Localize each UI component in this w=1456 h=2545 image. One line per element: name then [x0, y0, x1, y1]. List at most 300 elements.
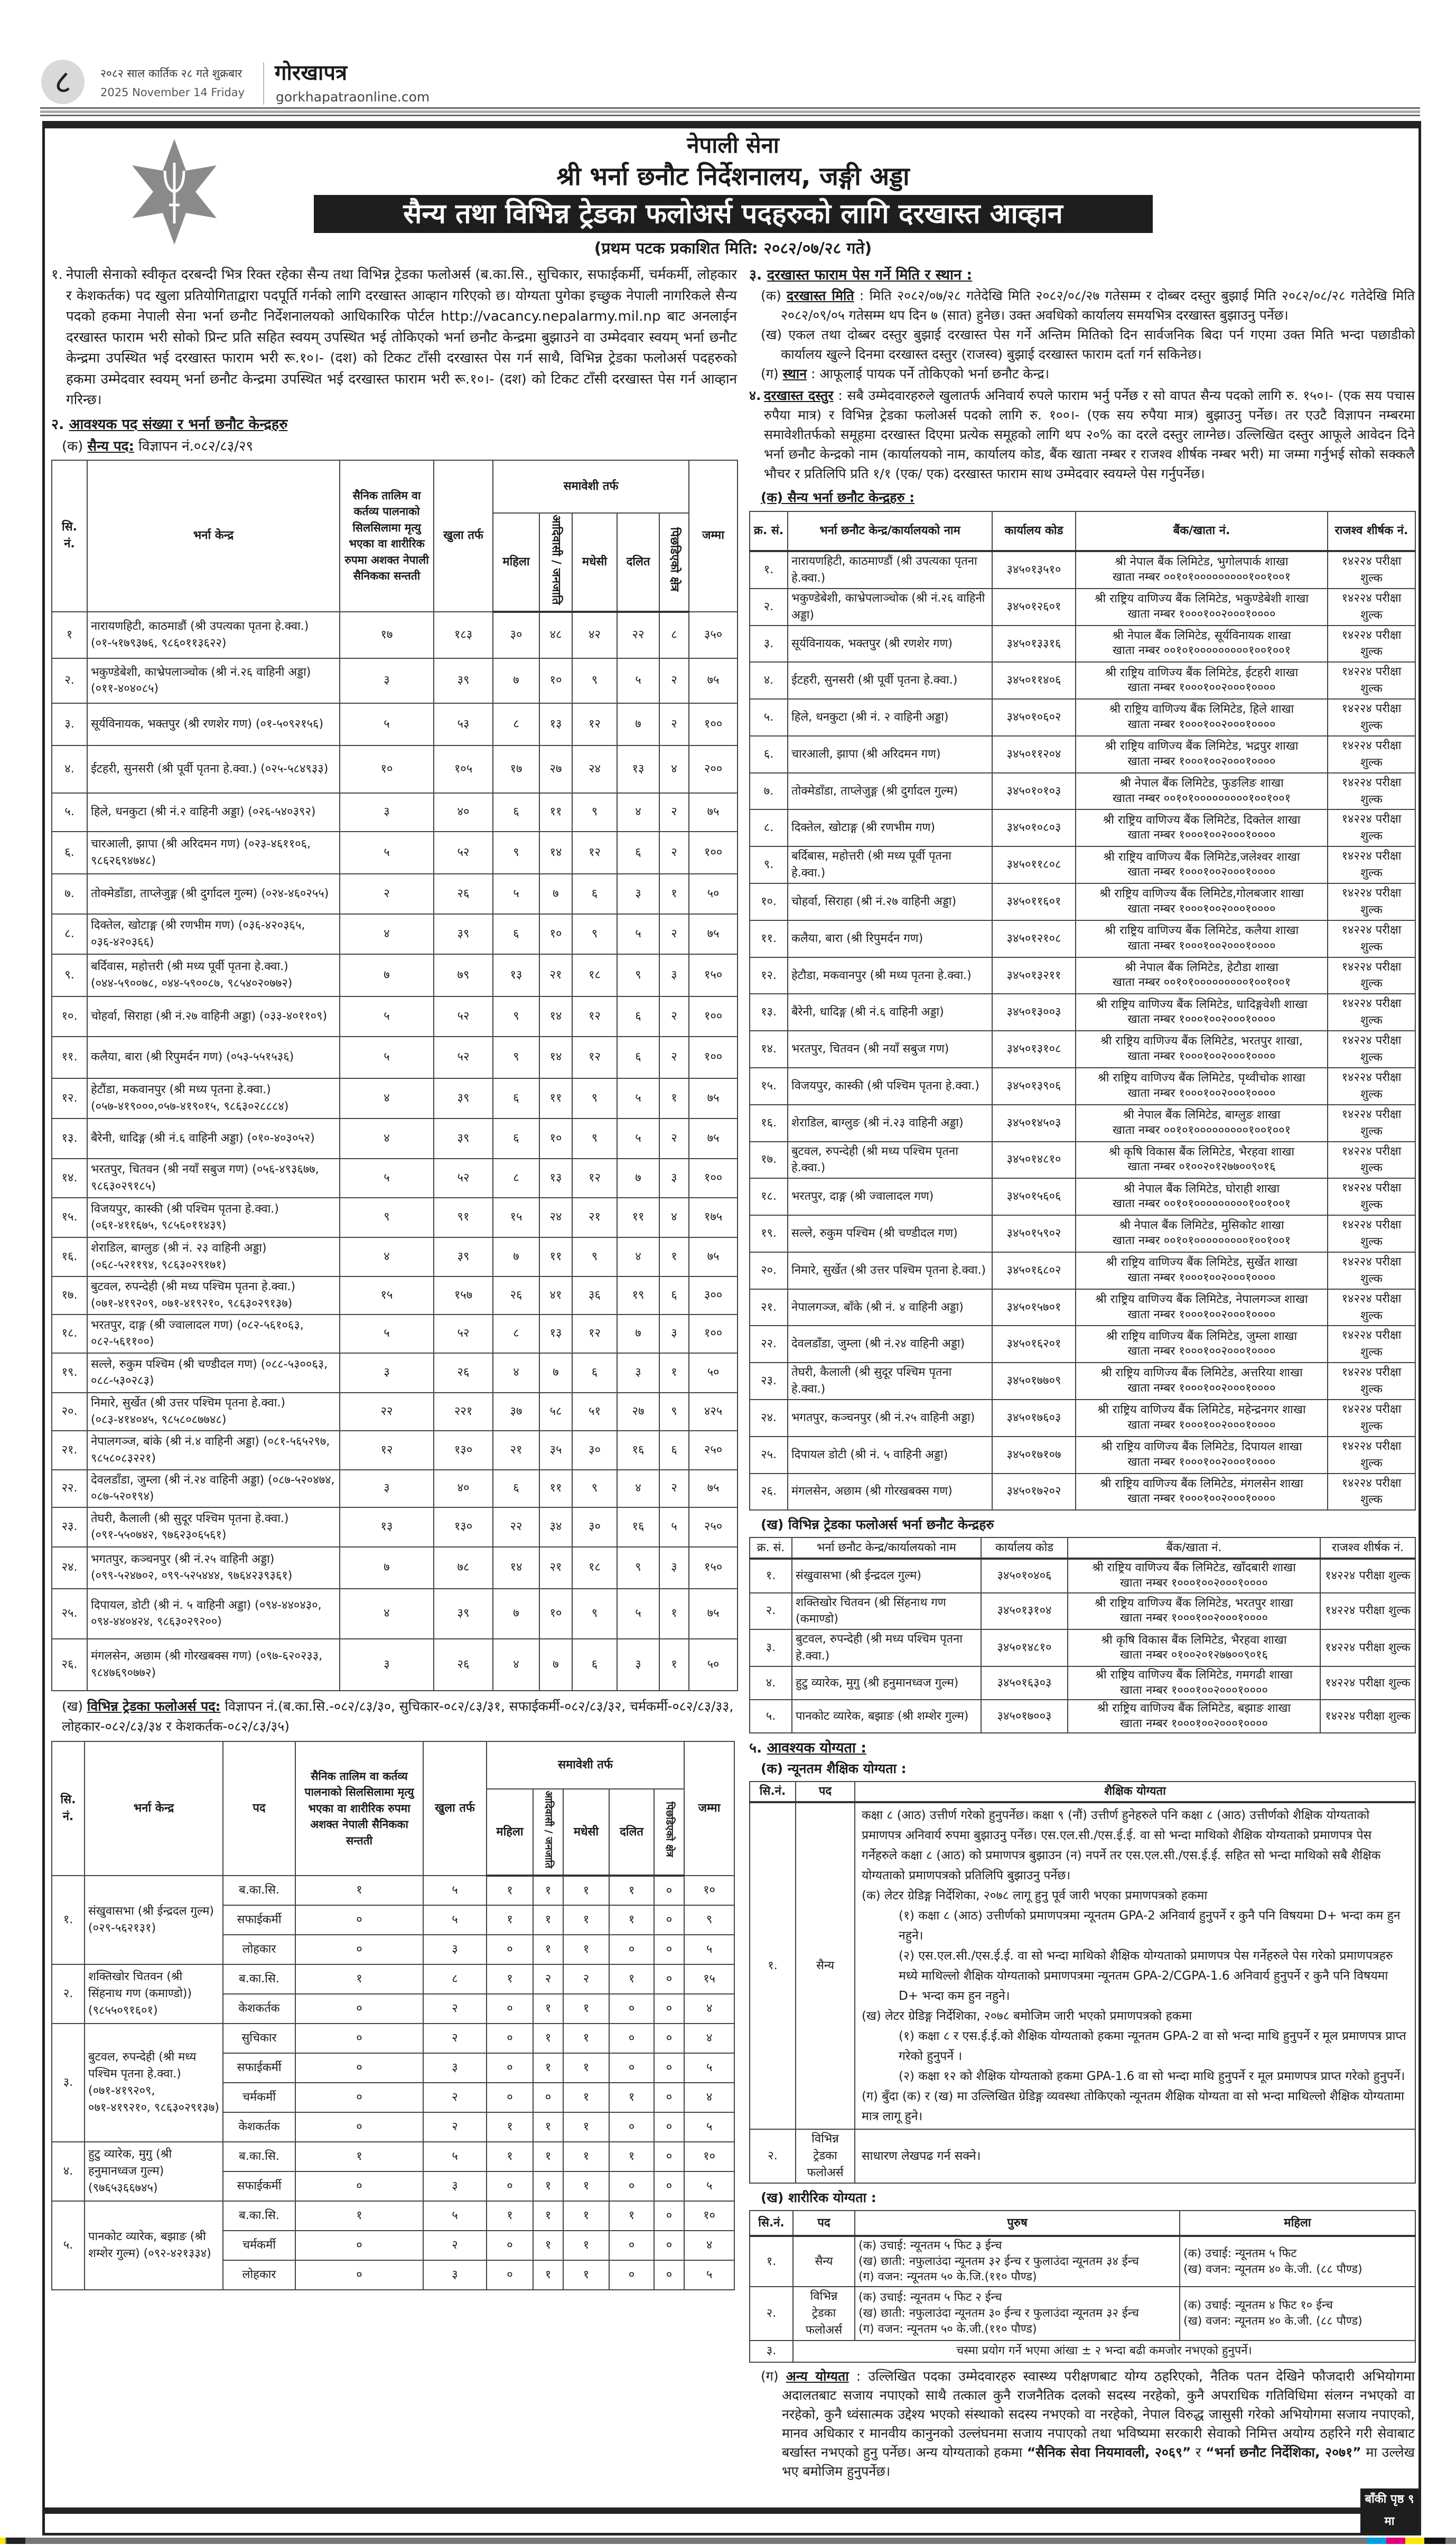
cell-revenue-head: १४२२४ परीक्षा शुल्क — [1328, 699, 1415, 736]
cell-count: २ — [659, 996, 689, 1037]
cell-count: ० — [609, 2171, 654, 2201]
section-3-body — [761, 286, 1415, 384]
cell-count: ५ — [684, 2171, 734, 2201]
cell-count: १३ — [539, 1315, 572, 1353]
cell-office-code: ३४५०१६२०१ — [992, 1326, 1076, 1363]
cell-count: १०० — [689, 1315, 738, 1353]
table-row — [750, 1593, 1415, 1630]
cell-count: ३९ — [434, 1237, 493, 1276]
cell-count: १२ — [340, 1431, 434, 1470]
table-row — [750, 1629, 1415, 1666]
account-number: खाता नम्बर १०००१००२०००१०००० — [1127, 1086, 1276, 1100]
cell-count: ० — [654, 2260, 684, 2290]
holiday-clause: (ख) एकल तथा दोब्बर दस्तुर बुझाई दरखास्त पेस गर्ने अन्तिम मितिको दिन सार्वजनिक बिदा पर्न गएमा उक्त मिति भन्दा पछाडीको कार्यालय खुल्ने दिनमा दरखास्त दस्तुर (राजस्व) बुझाई दरखास्त फाराम दर्ता गर्न सकिनेछ। — [761, 327, 1415, 362]
cell-revenue-head: १४२२४ परीक्षा शुल्क — [1328, 1031, 1415, 1068]
cell-revenue-head: १४२२४ परीक्षा शुल्क — [1328, 957, 1415, 994]
cell-sn: ३. — [750, 2341, 793, 2362]
cell-count: ५ — [659, 1507, 689, 1547]
cell-office-name: भरतपुर, चितवन (श्री नयाँ सबुज गण) — [788, 1031, 992, 1068]
table-row — [52, 1470, 738, 1507]
cell-count: १८ — [572, 954, 617, 996]
cell-sn: ६. — [750, 736, 788, 773]
cell-count: ३० — [493, 612, 539, 658]
cell-bank-account — [1076, 1437, 1328, 1474]
rule-name: “भर्ना छनौट निर्देशिका, २०७१” — [1206, 2444, 1361, 2460]
cell-count: ९ — [572, 1589, 617, 1639]
cell-count: ३५० — [689, 612, 738, 658]
cell-count: ० — [609, 2024, 654, 2053]
cell-count: ५ — [617, 1118, 659, 1159]
cell-count: ११ — [539, 1470, 572, 1507]
cell-office-name: तेघरी, कैलाली (श्री सुदूर पश्चिम पृतना हे.क्वा.) — [788, 1363, 992, 1400]
masthead-divider — [263, 62, 264, 105]
account-number: खाता नम्बर १०००१००२०००१०००० — [1120, 1717, 1268, 1730]
section-number: ४. — [749, 388, 761, 403]
cell-revenue-head: १४२२४ परीक्षा शुल्क — [1328, 1252, 1415, 1289]
cell-count: १ — [563, 2024, 609, 2053]
table-row — [52, 1198, 738, 1237]
table-row — [52, 1393, 738, 1431]
cell-count: १० — [684, 1876, 734, 1905]
cell-center: चोहर्वा, सिराहा (श्री नं.२७ वाहिनी अड्डा) (०३३-४०११०९) — [87, 996, 340, 1037]
cell-count: ९ — [493, 832, 539, 874]
cell-count: ६ — [572, 874, 617, 914]
cell-center: शक्तिखोर चितवन (श्री सिंहनाथ गण (कमाण्डो)) (९८५५०९१६०१) — [85, 1964, 223, 2024]
cell-sn: १९. — [52, 1353, 87, 1393]
application-place — [761, 364, 1415, 384]
cell-count: ४ — [684, 2083, 734, 2112]
table-row — [750, 920, 1415, 957]
cell-count: १ — [563, 2142, 609, 2171]
cell-count: २२ — [340, 1393, 434, 1431]
cell-count: १५० — [689, 1547, 738, 1589]
cell-count: ८ — [659, 612, 689, 658]
cell-count: २ — [659, 914, 689, 954]
cell-revenue-head: १४२२४ परीक्षा शुल्क — [1328, 551, 1415, 589]
bank-name: श्री राष्ट्रिय वाणिज्य बैंक लिमिटेड, सुर्खेत शाखा — [1106, 1256, 1298, 1270]
cell-sn: १८. — [750, 1178, 788, 1215]
cell-count: ९१ — [434, 1198, 493, 1237]
cell-center: भकुण्डेबेशी, काभ्रेपलाञ्चोक (श्री नं.२६ वाहिनी अड्डा) (०११-४०४०८५) — [87, 658, 340, 703]
qualification-line: (२) कक्षा १२ को शैक्षिक योग्यताको हकमा GPA-1.6 वा सो भन्दा माथि हुनुपर्ने र मूल प्रमाणपत्र प्राप्त गरेको हुनुपर्ने। — [899, 2069, 1405, 2084]
cell-center: हेटौंडा, मकवानपुर (श्री मध्य पृतना हे.क्वा.) (०५७-४१९०००,०५७-४१९०१५, ९८६३०२८८८४) — [87, 1078, 340, 1118]
cell-count: ३ — [423, 2260, 487, 2290]
cell-post: सैन्य — [796, 1802, 855, 2129]
cell-count: ६ — [493, 914, 539, 954]
cell-count: ० — [295, 2083, 423, 2112]
cell-count: १०० — [689, 832, 738, 874]
cell-count: ० — [654, 2201, 684, 2231]
cell-count: ७५ — [689, 1589, 738, 1639]
cell-center: मंगलसेन, अछाम (श्री गोरखबक्स गण) (०९७-६२०२३३, ९८४७६९०७७२) — [87, 1639, 340, 1691]
date-english: 2025 November 14 Friday — [100, 86, 245, 99]
org-name: नेपाली सेना — [687, 132, 779, 158]
cell-count: ५ — [340, 832, 434, 874]
cell-office-name: ईटहरी, सुनसरी (श्री पूर्वी पृतना हे.क्वा.) — [788, 662, 992, 699]
table-row — [52, 2201, 734, 2231]
cell-sn: २५. — [52, 1589, 87, 1639]
continued-on-page: बाँकी पृष्ठ ९ मा — [1360, 2488, 1418, 2533]
section-1-text: नेपाली सेनाको स्वीकृत दरबन्दी भित्र रिक्त रहेका सैन्य तथा विभिन्न ट्रेडका फलोअर्स (ब.का.सि., सुचिकार, सफाईकर्मी, चर्मकर्मी, लोहकार र केशकर्तक) पद खुला प्रतियोगिताद्वारा पदपूर्ति गर्नको लागि दरखास्त आव्हान गरिएको छ। योग्यता पुगेका इच्छुक नेपाली नागरिकले सैन्य पदको हकमा नेपाली सेना भर्ना छनौट निर्देशनालयको आधिकारिक पोर्टल http://vacancy.nepalarmy.mil.np बाट अनलाईन दरखास्त फाराम भरी सोको प्रिन्ट प्रति सहित स्वयम् उपस्थित भई तोकिएको भर्ना छनौट केन्द्रमा बुझाउने वा उम्मेदवार स्वयम् भर्ना छनौट केन्द्रमा उपस्थित भई दरखास्त फाराम भरी रू.१०।- (दश) को टिकट टाँसी दरखास्त पेस गर्न साथै, विभिन्न ट्रेडका फलोअर्स पदहरुको हकमा उम्मेदवार स्वयम् भर्ना छनौट केन्द्रमा उपस्थित भई दरखास्त फाराम भरी रू.१०।- (दश) को टिकट टाँसी दरखास्त पेस गर्न आव्हान गरिन्छ। — [66, 267, 737, 408]
cell-bank-account — [1076, 1031, 1328, 1068]
cell-center: दिक्तेल, खोटाङ्ग (श्री रणभीम गण) (०३६-४२०३६५, ०३६-४२०३६६) — [87, 914, 340, 954]
cell-count: १ — [609, 1964, 654, 1994]
left-column — [51, 265, 737, 2481]
cell-count: ९ — [659, 1393, 689, 1431]
table-row — [750, 1068, 1415, 1105]
cell-count: १० — [539, 914, 572, 954]
cell-count: ९ — [572, 1237, 617, 1276]
table-row — [750, 589, 1415, 626]
cell-count: ० — [487, 2231, 533, 2260]
bank-name: श्री राष्ट्रिय वाणिज्य बैंक लिमिटेड, धादिङ्गवेशी शाखा — [1096, 998, 1308, 1011]
cell-count: १६ — [617, 1431, 659, 1470]
cell-count: २१ — [572, 1198, 617, 1237]
cell-count: ५ — [423, 1876, 487, 1905]
cell-center: चारआली, झापा (श्री अरिदमन गण) (०२३-४६११०६, ९८६२६९४७४८) — [87, 832, 340, 874]
col-sn: सि.नं. — [750, 2211, 793, 2236]
cell-count: ० — [295, 1905, 423, 1935]
cell-sn: १४. — [750, 1031, 788, 1068]
cell-count: ० — [654, 2083, 684, 2112]
cell-count: २६ — [434, 874, 493, 914]
trade-ad-numbers — [62, 1696, 737, 1737]
cell-count: ७ — [539, 1353, 572, 1393]
cell-female — [1180, 2236, 1415, 2287]
cell-count: १० — [539, 1118, 572, 1159]
cell-count: ५१ — [572, 1393, 617, 1431]
cell-bank-account — [1076, 1068, 1328, 1105]
table-row — [52, 1876, 734, 1905]
cell-bank-account — [1076, 626, 1328, 663]
requirement: (ख) वजन: न्यूनतम ४० के.जी. (८८ पौण्ड) — [1183, 2314, 1362, 2328]
cell-sn: ४. — [52, 745, 87, 793]
cell-male — [855, 2287, 1180, 2341]
cell-count: १ — [533, 1905, 563, 1935]
cell-sn: १५. — [750, 1068, 788, 1105]
table-row — [750, 846, 1415, 883]
cell-count: १२ — [572, 1159, 617, 1198]
newspaper-website[interactable]: gorkhapatraonline.com — [276, 89, 430, 105]
cell-sn: २३. — [52, 1507, 87, 1547]
label: विभिन्न ट्रेडका फलोअर्स पद: — [87, 1698, 221, 1714]
cell-sn: ७. — [750, 773, 788, 810]
cell-post: केशकर्तक — [223, 1994, 295, 2024]
cell-sn: २. — [52, 658, 87, 703]
qualification-line: साधारण लेखपढ गर्न सक्ने। — [862, 2149, 981, 2164]
cell-count: १ — [659, 874, 689, 914]
cell-count: ६ — [493, 1078, 539, 1118]
cell-sn: २०. — [750, 1252, 788, 1289]
table-row — [750, 736, 1415, 773]
cell-count: २५० — [689, 1507, 738, 1547]
cell-office-name: बुटवल, रुपन्देही (श्री मध्य पश्चिम पृतना हे.क्वा.) — [792, 1629, 981, 1666]
cell-count: ८ — [423, 1964, 487, 1994]
cell-count: १ — [295, 1876, 423, 1905]
cell-bank-account — [1068, 1593, 1320, 1630]
cell-sn: २५. — [750, 1437, 788, 1474]
cell-count: ९ — [617, 954, 659, 996]
cell-count: २१ — [539, 954, 572, 996]
cell-count: ४ — [684, 1994, 734, 2024]
table-row — [750, 883, 1415, 920]
col-name: भर्ना छनौट केन्द्र/कार्यालयको नाम — [788, 511, 992, 551]
cell-sn: ११. — [750, 920, 788, 957]
cell-count: ७ — [340, 1547, 434, 1589]
cell-office-name: हेटौडा, मकवानपुर (श्री मध्य पृतना हे.क्वा.) — [788, 957, 992, 994]
cell-bank-account — [1068, 1559, 1320, 1592]
cell-count: ० — [654, 1964, 684, 1994]
table-row — [750, 1474, 1415, 1511]
cell-count: ४ — [493, 1639, 539, 1691]
cell-office-name: देवलडाँडा, जुम्ला (श्री नं.२४ वाहिनी अड्डा) — [788, 1326, 992, 1363]
cell-count: १ — [609, 1876, 654, 1905]
cell-office-code: ३४५०११६०१ — [992, 883, 1076, 920]
cell-count: १ — [563, 1905, 609, 1935]
cell-count: १२ — [572, 832, 617, 874]
cell-count: १ — [487, 2201, 533, 2231]
col-sn: सि. नं. — [52, 1741, 85, 1876]
qualification-line: (१) कक्षा ८ र एस.ई.ई.को शैक्षिक योग्यताको हकमा न्यूनतम GPA-2 वा सो भन्दा माथि हुनुपर्ने र मूल प्रमाणपत्र प्राप्त गरेको हुनुपर्ने । — [899, 2029, 1406, 2064]
cell-count: १७५ — [689, 1198, 738, 1237]
cell-count: २७ — [617, 1393, 659, 1431]
qualification-line: कक्षा ८ (आठ) उत्तीर्ण गरेको हुनुपर्नेछ। कक्षा ९ (नौं) उत्तीर्ण हुनेहरुले पनि कक्षा ८ (आठ) उत्तीर्णको शैक्षिक योग्यताको प्रमाणपत्र अनिवार्य रुपमा बुझाउनु पर्नेछ। एस.एल.सी./एस.ई.ई. वा सो भन्दा माथिको शैक्षिक योग्यताको प्रमाणपत्र पेस गर्नेहरुले कक्षा ८ (आठ) को प्रमाणपत्र बुझाउन (न) नपर्ने तर एस.एल.सी./एस.ई.ई. सहित सो भन्दा माथिको सबै शैक्षिक योग्यताको प्रमाणपत्रको प्रतिलिपि बुझाउनु पर्नेछ। — [862, 1808, 1381, 1883]
cell-post: चर्मकर्मी — [223, 2083, 295, 2112]
bank-name: श्री नेपाल बैंक लिमिटेड, घोराही शाखा — [1123, 1182, 1280, 1196]
cell-sn: ३. — [750, 626, 788, 663]
cell-sn: २६. — [750, 1474, 788, 1511]
label: (ख) — [62, 1698, 83, 1714]
cell-count: २१ — [493, 1431, 539, 1470]
account-number: खाता नम्बर १०००१००२०००१०००० — [1127, 1345, 1276, 1358]
cell-count: ४ — [617, 793, 659, 832]
cell-revenue-head: १४२२४ परीक्षा शुल्क — [1328, 920, 1415, 957]
cell-count: १ — [533, 2231, 563, 2260]
cell-count: २ — [659, 1037, 689, 1078]
cell-count: ५ — [340, 1159, 434, 1198]
cell-count: ७ — [617, 1315, 659, 1353]
cell-count: ३९ — [434, 1078, 493, 1118]
cell-count: २५० — [689, 1431, 738, 1470]
cell-count: ७५ — [689, 1118, 738, 1159]
cell-count: ४ — [684, 2231, 734, 2260]
cell-sn: २. — [52, 1964, 85, 2024]
cell-count: ० — [487, 2260, 533, 2290]
cell-post: ब.का.सि. — [223, 1964, 295, 1994]
cell-post: सफाईकर्मी — [223, 2053, 295, 2083]
bank-name: श्री राष्ट्रिय वाणिज्य बैंक लिमिटेड, पृथ्वीचोक शाखा — [1098, 1071, 1305, 1085]
bank-name: श्री नेपाल बैंक लिमिटेड, हेटौडा शाखा — [1125, 961, 1278, 974]
registration-mark — [6, 2538, 25, 2544]
cell-count: ६ — [493, 1118, 539, 1159]
cell-sn: ८. — [750, 809, 788, 846]
cell-count: १ — [533, 2142, 563, 2171]
newspaper-logo: गोरखापत्र — [275, 61, 348, 85]
cell-count: ० — [654, 2142, 684, 2171]
cell-count: १३ — [493, 954, 539, 996]
cell-center: हुटु व्यारेक, मुगु (श्री हनुमानध्वज गुल्म) (९७६५३६६७४५) — [85, 2142, 223, 2201]
col-female: महिला — [1180, 2211, 1415, 2236]
cell-count: ९ — [572, 658, 617, 703]
table-row — [52, 832, 738, 874]
cell-count: ३९ — [434, 658, 493, 703]
cell-count: ० — [533, 2083, 563, 2112]
cell-bank-account — [1076, 551, 1328, 589]
section-title: आवश्यक योग्यता : — [767, 1740, 867, 1757]
cell-count: ९ — [684, 1905, 734, 1935]
cell-count: १ — [533, 1935, 563, 1964]
cell-count: ० — [487, 2053, 533, 2083]
cell-count: १४ — [539, 996, 572, 1037]
cell-center: तेघरी, कैलाली (श्री सुदूर पश्चिम पृतना हे.क्वा.) (०९१-५५०७४२, ९७६२३०६५६१) — [87, 1507, 340, 1547]
cell-count: १ — [659, 1589, 689, 1639]
cell-office-code: ३४५०१३३१६ — [992, 626, 1076, 663]
cell-count: ० — [295, 2024, 423, 2053]
cell-count: २ — [659, 1118, 689, 1159]
bank-name: श्री राष्ट्रिय वाणिज्य बैंक लिमिटेड, महेन्द्रनगर शाखा — [1097, 1403, 1306, 1417]
rule — [40, 107, 1420, 109]
bank-name: श्री नेपाल बैंक लिमिटेड, बाग्लुङ शाखा — [1123, 1108, 1281, 1122]
cell-count: ३०० — [689, 1276, 738, 1315]
cell-male — [855, 2236, 1180, 2287]
cell-count: ० — [609, 2260, 654, 2290]
bank-name: श्री नेपाल बैंक लिमिटेड, मुसिकोट शाखा — [1119, 1219, 1284, 1233]
cell-office-code: ३४५०१७७०९ — [992, 1363, 1076, 1400]
cell-office-code: ३४५०१०८०३ — [992, 809, 1076, 846]
office-name: श्री भर्ना छनौट निर्देशनालय, जङ्गी अड्डा — [556, 162, 910, 191]
cell-count: ७ — [493, 1589, 539, 1639]
cell-sn: २२. — [750, 1326, 788, 1363]
cell-office-code: ३४५०१६३०३ — [981, 1666, 1068, 1700]
cell-center: भरतपुर, दाङ्ग (श्री ज्वालादल गण) (०८२-५६१०६३, ०८२-५६११००) — [87, 1315, 340, 1353]
section-number: ३. — [749, 267, 762, 283]
cell-revenue-head: १४२२४ परीक्षा शुल्क — [1320, 1700, 1415, 1733]
account-number: खाता नम्बर ००१०१०००००००००१००१००१ — [1112, 1234, 1291, 1247]
cell-count: ७५ — [689, 1237, 738, 1276]
cell-count: ९ — [572, 1470, 617, 1507]
cell-office-name: संखुवासभा (श्री ईन्द्रदल गुल्म) — [792, 1559, 981, 1592]
cell-count: १०५ — [434, 745, 493, 793]
bank-name: श्री राष्ट्रिय वाणिज्य बैंक लिमिटेड, बझाङ शाखा — [1097, 1702, 1291, 1716]
cell-count: ३७ — [493, 1393, 539, 1431]
cell-count: ५ — [493, 874, 539, 914]
cell-count: ३९ — [434, 1589, 493, 1639]
account-number: खाता नम्बर १०००१००२०००१०००० — [1127, 1308, 1276, 1321]
cell-count: २ — [423, 2231, 487, 2260]
cell-qualification — [855, 2129, 1415, 2183]
cell-count: ७८ — [434, 1547, 493, 1589]
cell-office-code: ३४५०१३००३ — [992, 994, 1076, 1031]
cell-count: १ — [609, 2201, 654, 2231]
cell-count: ० — [295, 2260, 423, 2290]
table-row — [52, 954, 738, 996]
cell-office-name: हिले, धनकुटा (श्री नं. २ वाहिनी अड्डा) — [788, 699, 992, 736]
cell-count: ७ — [340, 954, 434, 996]
ad-number: विज्ञापन नं.०८२/८३/२९ — [138, 438, 254, 454]
cell-revenue-head: १४२२४ परीक्षा शुल्क — [1328, 773, 1415, 810]
cell-count: ६ — [617, 1037, 659, 1078]
requirement: (क) उचाई: न्यूनतम ५ फिट ३ ईन्च — [858, 2239, 1002, 2252]
bank-name: श्री कृषि विकास बैंक लिमिटेड, भैरहवा शाखा — [1101, 1633, 1287, 1647]
cell-count: ३ — [659, 1547, 689, 1589]
cell-count: १ — [563, 1994, 609, 2024]
cell-bank-account — [1076, 1105, 1328, 1142]
cell-count: ० — [654, 1994, 684, 2024]
cell-count: ६ — [659, 1431, 689, 1470]
table-row — [750, 2129, 1415, 2183]
cell-count: १८३ — [434, 612, 493, 658]
cell-count: ३ — [340, 1353, 434, 1393]
cell-count: २१ — [539, 1547, 572, 1589]
cell-office-name: भरतपुर, दाङ्ग (श्री ज्वालादल गण) — [788, 1178, 992, 1215]
education-table — [749, 1781, 1416, 2184]
section-title: दरखास्त फाराम पेस गर्ने मिति र स्थान : — [767, 267, 973, 283]
col-madhesi: मधेसी — [563, 1789, 609, 1876]
cell-count: ५ — [423, 2201, 487, 2231]
cell-bank-account — [1068, 1629, 1320, 1666]
cell-sn: १६. — [750, 1105, 788, 1142]
cell-office-code: ३४५०१७१०७ — [992, 1437, 1076, 1474]
cell-bank-account — [1076, 1142, 1328, 1179]
cell-count: १ — [533, 2024, 563, 2053]
cell-count: १० — [340, 745, 434, 793]
table-row — [750, 1252, 1415, 1289]
cell-count: ० — [654, 2053, 684, 2083]
cell-count: ५ — [617, 914, 659, 954]
cell-count: १५ — [684, 1964, 734, 1994]
table-row — [52, 1589, 738, 1639]
cell-count: १२ — [572, 996, 617, 1037]
cell-count: ५ — [423, 1905, 487, 1935]
cell-sn: २. — [750, 2287, 793, 2341]
col-adiwasi: आदिवासी / जनजाति — [549, 514, 563, 605]
cell-office-name: पानकोट व्यारेक, बझाङ (श्री शम्शेर गुल्म) — [792, 1700, 981, 1733]
cell-center: भरतपुर, चितवन (श्री नयाँ सबुज गण) (०५६-४९३६७७, ९८६३०२९१८५) — [87, 1159, 340, 1198]
cell-center: बर्दिवास, महोत्तरी (श्री मध्य पूर्वी पृतना हे.क्वा.) (०४४-५९००७८, ०४४-५९००८७, ९८५४०२०७७२) — [87, 954, 340, 996]
account-number: खाता नम्बर १०००१००२०००१०००० — [1120, 1683, 1268, 1697]
cell-count: ३ — [659, 954, 689, 996]
cell-count: ४ — [617, 1237, 659, 1276]
cell-count: ५० — [689, 874, 738, 914]
account-number: खाता नम्बर ००१०१०००००००००१००१००१ — [1112, 644, 1291, 658]
bank-name: श्री राष्ट्रिय वाणिज्य बैंक लिमिटेड, खाँदबारी शाखा — [1092, 1561, 1296, 1575]
cell-revenue-head: १४२२४ परीक्षा शुल्क — [1328, 994, 1415, 1031]
col-mahila: महिला — [493, 513, 539, 612]
cell-center: संखुवासभा (श्री ईन्द्रदल गुल्म) (०२९-५६२१३१) — [85, 1876, 223, 1964]
cell-center: नेपालगञ्ज, बांके (श्री नं.४ वाहिनी अड्डा) (०८१-५६५२९७, ९८५८०८३२२१) — [87, 1431, 340, 1470]
col-khula: खुला तर्फ — [434, 460, 493, 612]
col-post: पद — [223, 1741, 295, 1876]
label: (क) — [62, 438, 83, 454]
cell-bank-account — [1076, 773, 1328, 810]
cell-center: हिले, धनकुटा (श्री नं.२ वाहिनी अड्डा) (०२६-५४०३९२) — [87, 793, 340, 832]
cell-office-name: दिक्तेल, खोटाङ्ग (श्री रणभीम गण) — [788, 809, 992, 846]
cell-count: १ — [533, 1994, 563, 2024]
account-number: खाता नम्बर १०००१००२०००१०००० — [1127, 718, 1276, 732]
table-row — [750, 1666, 1415, 1700]
cell-sn: १८. — [52, 1315, 87, 1353]
cell-count: १७ — [340, 612, 434, 658]
cell-count: ५ — [684, 1935, 734, 1964]
table-row — [750, 773, 1415, 810]
cell-count: ६ — [493, 1470, 539, 1507]
cell-count: १५० — [689, 954, 738, 996]
cell-count: ० — [487, 2171, 533, 2201]
cell-count: २ — [659, 832, 689, 874]
table-row — [750, 1326, 1415, 1363]
cell-count: २०० — [689, 745, 738, 793]
registration-mark — [1405, 2538, 1424, 2544]
